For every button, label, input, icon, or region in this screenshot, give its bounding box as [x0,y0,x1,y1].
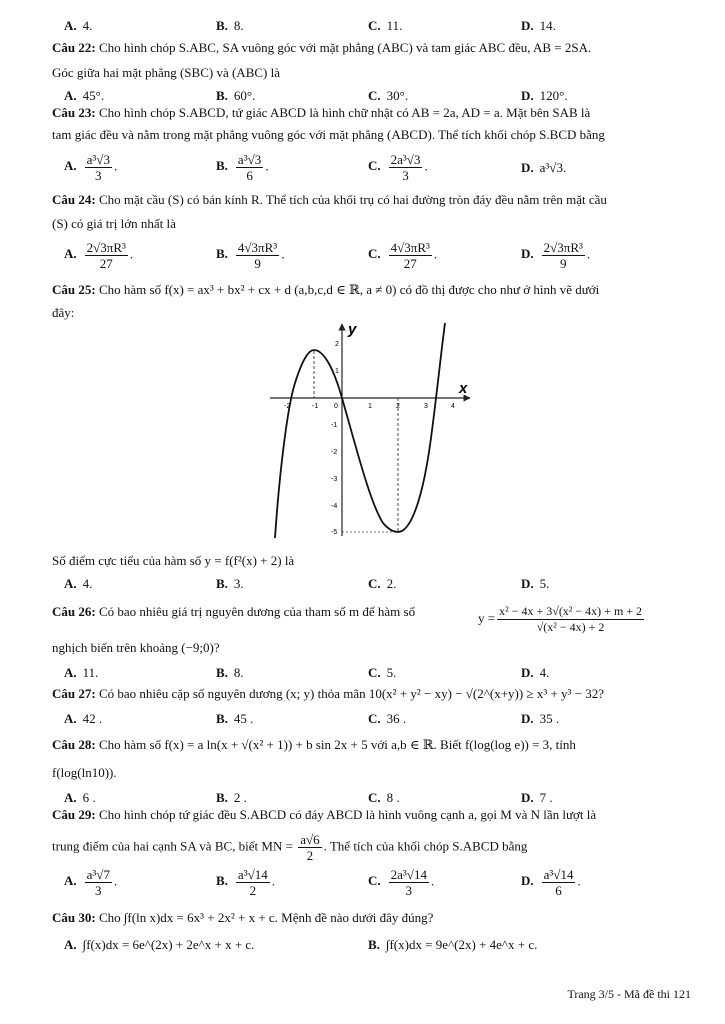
option-letter: A. [64,711,77,726]
option-text: 4. [82,18,93,33]
numerator: a√6 [300,832,320,847]
denominator: 9 [560,256,567,271]
q24-line2: (S) có giá trị lớn nhất là [52,216,176,231]
option-text: 6 . [82,790,96,805]
numerator: a³√14 [543,867,574,882]
option-text: 8. [233,18,244,33]
option-letter: B. [216,711,228,726]
question-text: Có bao nhiêu giá trị nguyên dương của tham số m để hàm số [98,604,416,619]
option-text: 5. [386,665,397,680]
y-axis-label: y [348,321,357,338]
option-b: B. $\frac{\text{a³√14}}{2}$ . [216,867,275,898]
option-text: 8. [233,665,244,680]
denominator: 3 [95,883,102,898]
q29-line2 [52,832,527,863]
x-axis-label: x [459,380,468,397]
option-b: B. $\frac{\text{a³√3}}{6}$ . [216,152,269,183]
option-text: 14. [539,18,556,33]
option-a [64,711,102,727]
option-letter: B. [216,576,228,591]
option-letter: D. [521,873,534,889]
option-letter: A. [64,18,77,33]
option-letter: C. [368,665,381,680]
question-number: Câu 26: [52,604,96,619]
numerator: 2a³√14 [390,867,427,882]
q26-line2: nghịch biến trên khoảng (−9;0)? [52,640,220,655]
y-equals: y = [478,610,496,626]
numerator: 4√3πR³ [237,240,278,255]
fraction [85,152,112,183]
option-letter: C. [368,88,381,103]
option-d [521,576,549,592]
q25-after: Số điểm cực tiểu của hàm số y = f(f²(x) + 2) là [52,553,295,568]
option-letter: C. [368,790,381,805]
denominator: 3 [402,168,409,183]
option-letter: D. [521,160,534,175]
question-number: Câu 25: [52,282,96,297]
fraction [497,604,644,635]
fraction [236,240,279,271]
option-letter: C. [368,711,381,726]
q30-line1 [52,910,433,926]
fraction [389,152,423,183]
option-text: 30°. [386,88,409,103]
q26-function [478,604,646,635]
option-b: B. $\frac{\text{4√3πR³}}{9}$ . [216,240,285,271]
numerator: a³√14 [237,867,268,882]
question-text: . Thể tích của khối chóp S.ABCD bằng [323,838,528,854]
numerator: a³√3 [237,152,262,167]
option-letter: A. [64,790,77,805]
fraction [85,867,112,898]
fraction [298,832,321,863]
option-a [64,937,254,953]
option-text: 11. [386,18,403,33]
question-text: Cho hình chóp tứ giác đều S.ABCD có đáy ABCD là hình vuông cạnh a, gọi M và N lần lượt là [98,807,597,822]
option-a [64,88,104,104]
q25-line1 [52,282,599,298]
option-d [521,790,553,806]
question-number: Câu 24: [52,192,96,207]
option-letter: B. [368,937,380,952]
option-letter: D. [521,18,534,33]
option-a [64,790,96,806]
question-text: Cho ∫f(ln x)dx = 6x³ + 2x² + x + c. Mệnh đề nào dưới đây đúng? [98,910,434,925]
question-number: Câu 22: [52,40,96,55]
option-text: 4. [82,576,93,591]
y-tick-label: -4 [331,503,338,510]
option-letter: A. [64,873,77,889]
option-c [368,711,406,727]
denominator: 27 [403,256,417,271]
option-text: 4. [539,665,550,680]
option-text: 45°. [82,88,105,103]
option-d [521,88,568,104]
option-letter: C. [368,873,381,889]
question-number: Câu 29: [52,807,96,822]
question-text: Có bao nhiêu cặp số nguyên dương (x; y) thỏa mãn 10(x² + y² − xy) − √(2^(x+y)) ≥ x³ + y³ − 32? [98,686,605,701]
option-letter: D. [521,665,534,680]
numerator: a³√7 [86,867,110,882]
x-tick-label: 3 [424,403,428,410]
option-letter: C. [368,576,381,591]
option-b [216,665,244,681]
q22-line2: Góc giữa hai mặt phẳng (SBC) và (ABC) là [52,65,281,80]
question-number: Câu 27: [52,686,96,701]
option-a: A. $\frac{\text{a³√7}}{3}$ . [64,867,118,898]
option-c: C. $\frac{\text{4√3πR³}}{27}$ . [368,240,438,271]
x-tick-label: 1 [368,403,372,410]
question-text: Cho hình chóp S.ABCD, tứ giác ABCD là hình chữ nhật có AB = 2a, AD = a. Mặt bên SAB là [98,105,591,120]
option-letter: B. [216,665,228,680]
option-a: A. $\frac{\text{a³√3}}{3}$ . [64,152,118,183]
option-a [64,576,92,592]
option-text: 45 . [233,711,254,726]
option-letter: A. [64,937,77,952]
option-a [64,18,92,34]
option-text: a³√3. [539,160,567,175]
y-tick-label: -3 [331,476,338,483]
x-tick-label: -2 [284,403,291,410]
option-text: 3. [233,576,244,591]
fraction [542,240,585,271]
option-letter: A. [64,88,77,103]
option-letter: B. [216,246,228,262]
question-text: Cho hình chóp S.ABC, SA vuông góc với mặt phẳng (ABC) và tam giác ABC đều, AB = 2SA. [98,40,592,55]
x-tick-label: 4 [451,403,455,410]
option-text: 11. [82,665,99,680]
option-text: 7 . [539,790,553,805]
q24-line1 [52,192,607,208]
numerator: x² − 4x + 3√(x² − 4x) + m + 2 [499,604,643,618]
option-d [521,160,566,176]
fraction [236,152,263,183]
q25-line2: đây: [52,305,75,320]
q29-line1 [52,807,596,823]
x-tick-label: 2 [396,403,400,410]
denominator: 6 [246,168,253,183]
option-letter: D. [521,790,534,805]
denominator: 2 [249,883,257,898]
option-d [521,711,559,727]
option-text: ∫f(x)dx = 9e^(2x) + 4e^x + c. [385,937,538,952]
y-tick-label: 1 [335,368,339,375]
fraction [389,240,432,271]
option-text: 35 . [539,711,560,726]
option-text: 60°. [233,88,256,103]
option-letter: C. [368,18,381,33]
y-tick-label: -5 [331,529,338,536]
numerator: a³√3 [86,152,110,167]
option-letter: A. [64,576,77,591]
option-d [521,665,549,681]
option-d [521,18,556,34]
option-c: C. $\frac{\text{2a³√3}}{3}$ . [368,152,428,183]
option-a [64,665,98,681]
denominator: 6 [555,883,562,898]
y-tick-label: -1 [331,422,338,429]
q28-line2: f(log(ln10)). [52,765,117,780]
option-letter: D. [521,246,534,262]
option-text: 5. [539,576,550,591]
option-letter: C. [368,246,381,262]
q27-line1 [52,686,604,702]
option-a: A. $\frac{\text{2√3πR³}}{27}$ . [64,240,134,271]
numerator: 2√3πR³ [86,240,126,255]
option-letter: B. [216,18,228,33]
option-letter: A. [64,246,77,262]
question-text: Cho hàm số f(x) = a ln(x + √(x² + 1)) + b sin 2x + 5 với a,b ∈ ℝ. Biết f(log(log e)) = 3, tính [98,737,576,752]
option-text: 120°. [539,88,568,103]
option-c [368,88,408,104]
option-c [368,665,396,681]
fraction [85,240,128,271]
option-text: 42 . [82,711,103,726]
option-b [216,711,253,727]
question-text: Cho mặt cầu (S) có bán kính R. Thể tích của khối trụ có hai đường tròn đáy đều nằm trên mặt cầu [98,192,607,207]
y-tick-label: 2 [335,341,339,348]
option-letter: B. [216,158,228,174]
option-text: 2 . [233,790,247,805]
question-number: Câu 28: [52,737,96,752]
option-letter: A. [64,158,77,174]
q23-line2: tam giác đều và nằm trong mặt phẳng vuông góc với mặt phẳng (ABCD). Thể tích khối chóp S.BCD bằng [52,127,605,142]
option-letter: C. [368,158,381,174]
option-text: ∫f(x)dx = 6e^(2x) + 2e^x + x + c. [82,937,255,952]
option-letter: D. [521,576,534,591]
fraction [542,867,576,898]
numerator: 2√3πR³ [543,240,583,255]
option-c [368,790,400,806]
option-b [216,790,247,806]
denominator: √(x² − 4x) + 2 [536,620,605,634]
question-text: trung điểm của hai cạnh SA và BC, biết MN = [52,838,293,854]
denominator: 2 [306,848,314,863]
option-letter: B. [216,88,228,103]
option-b [216,88,255,104]
q26-line1 [52,604,415,620]
q28-line1 [52,737,576,753]
denominator: 27 [99,256,113,271]
x-tick-label: -1 [312,403,319,410]
fraction [236,867,270,898]
cubic-graph [265,318,485,543]
option-text: 2. [386,576,397,591]
option-b [216,576,244,592]
option-letter: A. [64,665,77,680]
numerator: 2a³√3 [390,152,421,167]
option-d: D. $\frac{\text{a³√14}}{6}$ . [521,867,581,898]
q23-line1 [52,105,590,121]
option-letter: B. [216,873,228,889]
option-letter: B. [216,790,228,805]
question-text: Cho hàm số f(x) = ax³ + bx² + cx + d (a,b,c,d ∈ ℝ, a ≠ 0) có đồ thị được cho như ở hình vẽ dưới [98,282,600,297]
fraction [389,867,429,898]
origin-label: 0 [334,403,338,410]
cubic-curve [275,323,445,538]
option-c [368,18,402,34]
option-c: C. $\frac{\text{2a³√14}}{3}$ . [368,867,435,898]
denominator: 3 [95,168,102,183]
question-number: Câu 30: [52,910,96,925]
question-number: Câu 23: [52,105,96,120]
page-footer: Trang 3/5 - Mã đề thi 121 [567,987,691,1001]
numerator: 4√3πR³ [390,240,430,255]
y-tick-label: -2 [331,449,338,456]
denominator: 3 [405,883,413,898]
option-letter: D. [521,711,534,726]
option-c [368,576,396,592]
option-b [368,937,537,953]
option-b [216,18,244,34]
option-text: 36 . [386,711,407,726]
option-text: 8 . [386,790,400,805]
denominator: 9 [254,256,261,271]
option-d: D. $\frac{\text{2√3πR³}}{9}$ . [521,240,591,271]
option-letter: D. [521,88,534,103]
q22-line1 [52,40,591,56]
